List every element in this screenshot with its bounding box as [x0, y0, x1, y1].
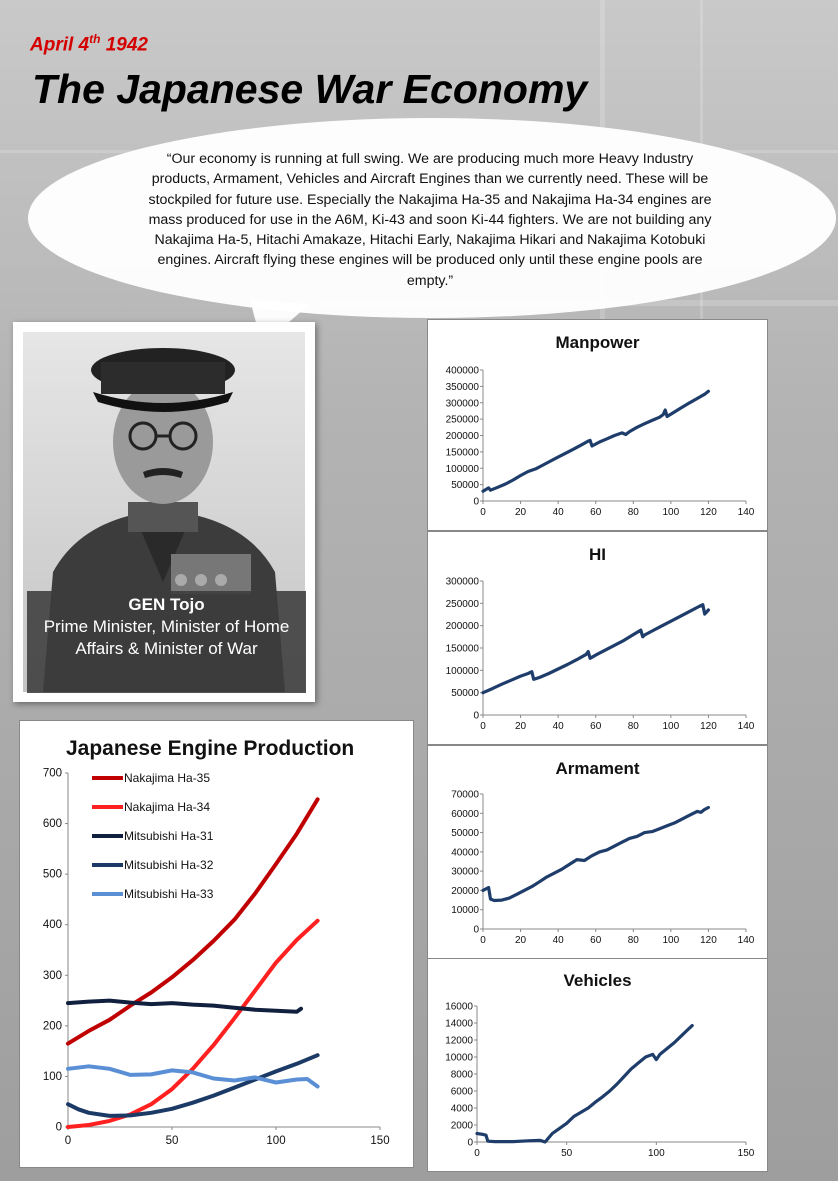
y-tick-label: 40000: [451, 847, 479, 859]
portrait-name: GEN Tojo: [128, 595, 205, 614]
legend-label: Nakajima Ha-34: [124, 800, 211, 814]
y-tick-label: 200: [42, 1020, 62, 1033]
y-tick-label: 700: [42, 767, 62, 780]
y-tick-label: 70000: [451, 789, 479, 801]
x-tick-label: 0: [480, 935, 486, 946]
x-tick-label: 20: [515, 935, 527, 946]
hi-chart-title: HI: [589, 545, 606, 564]
x-tick-label: 140: [737, 935, 755, 946]
y-tick-label: 12000: [445, 1035, 473, 1047]
legend-label: Mitsubishi Ha-31: [124, 829, 214, 843]
date-suffix: th: [89, 32, 101, 46]
y-tick-label: 4000: [450, 1103, 473, 1115]
manpower-chart-panel: [427, 319, 768, 531]
x-tick-label: 40: [552, 721, 564, 732]
y-tick-label: 2000: [450, 1120, 473, 1132]
x-tick-label: 80: [627, 935, 639, 946]
x-tick-label: 100: [266, 1135, 286, 1147]
x-tick-label: 100: [647, 1148, 665, 1159]
y-tick-label: 0: [467, 1137, 473, 1149]
engine-chart-title: Japanese Engine Production: [66, 737, 355, 760]
y-tick-label: 100000: [445, 665, 479, 677]
y-tick-label: 8000: [450, 1069, 473, 1081]
x-tick-label: 60: [590, 721, 602, 732]
y-tick-label: 150000: [445, 447, 479, 459]
x-tick-label: 120: [700, 507, 717, 518]
series-line-mitsubishi-ha-32: [68, 1055, 318, 1116]
vehicles-chart-panel: [427, 958, 768, 1172]
hi-chart-panel: [427, 531, 768, 745]
y-tick-label: 400: [42, 919, 62, 932]
y-tick-label: 20000: [451, 885, 479, 897]
legend-label: Nakajima Ha-35: [124, 771, 211, 785]
y-tick-label: 50000: [451, 480, 479, 492]
y-tick-label: 250000: [445, 598, 479, 610]
y-tick-label: 400000: [445, 365, 479, 377]
series-line: [477, 1026, 692, 1142]
y-tick-label: 300000: [445, 576, 479, 588]
manpower-chart-title: Manpower: [555, 333, 640, 352]
y-tick-label: 150000: [445, 643, 479, 655]
x-tick-label: 140: [737, 507, 755, 518]
x-tick-label: 120: [700, 721, 717, 732]
y-tick-label: 0: [473, 710, 479, 722]
page-title: The Japanese War Economy: [32, 66, 588, 112]
y-tick-label: 0: [473, 924, 479, 936]
portrait-role: Prime Minister, Minister of Home Affairs & Minister of War: [43, 617, 290, 658]
portrait-caption: [27, 591, 306, 693]
y-tick-label: 10000: [445, 1052, 473, 1064]
y-tick-label: 500: [42, 868, 62, 881]
y-tick-label: 200000: [445, 621, 479, 633]
x-tick-label: 60: [590, 935, 602, 946]
y-tick-label: 200000: [445, 431, 479, 442]
manpower-chart: [428, 320, 767, 530]
legend-label: Mitsubishi Ha-32: [124, 858, 214, 872]
y-tick-label: 100: [42, 1070, 62, 1083]
engine-chart: [20, 721, 413, 1167]
armament-chart: [428, 746, 767, 958]
hi-chart: [428, 532, 767, 744]
y-tick-label: 0: [473, 496, 479, 508]
legend-label: Mitsubishi Ha-33: [124, 887, 214, 901]
x-tick-label: 0: [474, 1148, 480, 1159]
y-tick-label: 6000: [450, 1086, 473, 1098]
x-tick-label: 0: [480, 507, 486, 518]
y-tick-label: 250000: [445, 414, 479, 426]
x-tick-label: 50: [165, 1135, 179, 1147]
series-line: [483, 808, 708, 901]
x-tick-label: 0: [480, 721, 486, 732]
x-tick-label: 20: [515, 721, 527, 732]
x-tick-label: 100: [662, 721, 680, 732]
x-tick-label: 150: [370, 1135, 390, 1147]
y-tick-label: 300000: [445, 398, 479, 410]
x-tick-label: 50: [561, 1148, 573, 1159]
y-tick-label: 30000: [451, 866, 479, 878]
x-tick-label: 120: [700, 935, 717, 946]
x-tick-label: 40: [552, 507, 564, 518]
date-year: 1942: [105, 34, 149, 56]
date-main: April 4: [30, 34, 90, 56]
legend: [92, 771, 214, 901]
quote-text: “Our economy is running at full swing. We are producing much more Heavy Industry products, Armament, Vehicles and Aircraft Engines than we currently need. These will be stockpiled for future use. Especially the Nakajima Ha-35 and Nakajima Ha-34 engines are mass produced for use in the A6M, Ki-43 and soon Ki-44 fighters. We are not building any Nakajima Ha-5, Hitachi Amakaze, Hitachi Early, Nakajima Hikari and Nakajima Kotobuki engines. Aircraft flying these engines will be produced only until these engine pools are empty.”: [148, 151, 712, 289]
series-line-mitsubishi-ha-31: [68, 1001, 301, 1012]
x-tick-label: 80: [627, 507, 639, 518]
engine-chart-panel: [19, 720, 414, 1168]
x-tick-label: 100: [662, 935, 680, 946]
y-tick-label: 350000: [445, 381, 479, 393]
series-line: [483, 605, 708, 693]
vehicles-chart: [428, 959, 767, 1171]
vehicles-chart-title: Vehicles: [563, 971, 632, 990]
x-tick-label: 150: [737, 1148, 755, 1159]
y-tick-label: 50000: [451, 828, 479, 840]
y-tick-label: 14000: [445, 1018, 473, 1030]
x-tick-label: 80: [627, 721, 639, 732]
x-tick-label: 40: [552, 935, 564, 946]
armament-chart-title: Armament: [555, 759, 640, 778]
y-tick-label: 300: [42, 969, 62, 982]
y-tick-label: 10000: [451, 905, 479, 917]
x-tick-label: 140: [737, 721, 755, 732]
x-tick-label: 20: [515, 507, 527, 518]
y-tick-label: 50000: [451, 688, 479, 700]
armament-chart-panel: [427, 745, 768, 959]
y-tick-label: 16000: [445, 1001, 473, 1013]
y-tick-label: 60000: [451, 808, 479, 820]
y-tick-label: 600: [42, 818, 62, 831]
x-tick-label: 100: [662, 507, 680, 518]
series-line: [483, 391, 708, 491]
y-tick-label: 0: [55, 1121, 62, 1134]
x-tick-label: 60: [590, 507, 602, 518]
y-tick-label: 100000: [445, 463, 479, 475]
x-tick-label: 0: [64, 1135, 72, 1147]
